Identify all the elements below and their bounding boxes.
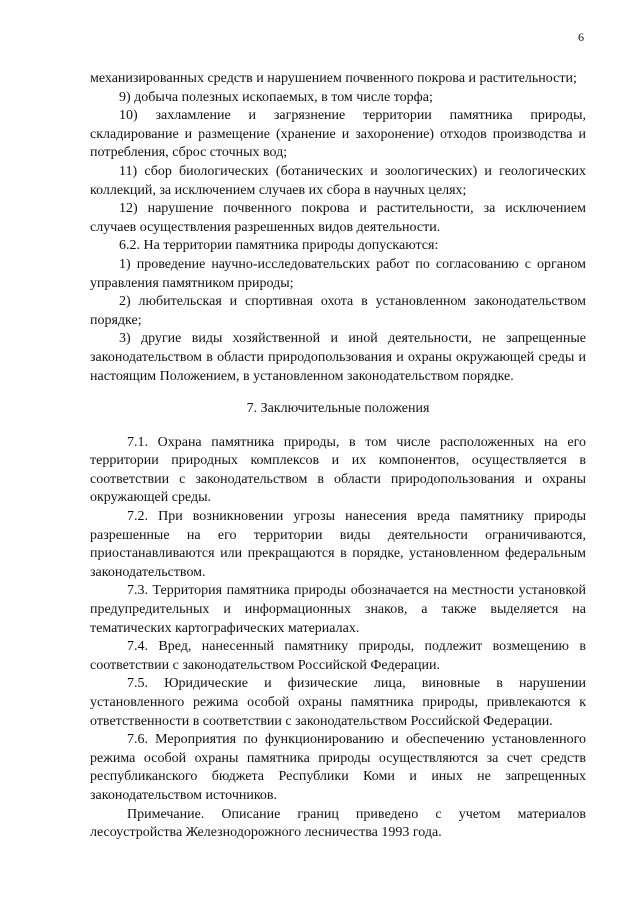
allowed-item-3: 3) другие виды хозяйственной и иной деятельности, не запрещенные законодательством в области природопользования и охраны окружающей среды и настоящим Положением, в установленном законодательством порядке.: [90, 331, 586, 384]
clause-7-3: 7.3. Территория памятника природы обозначается на местности установкой предупредительных и информационных знаков, а также выделяется на тематических картографических материалах.: [90, 583, 586, 636]
page-number: 6: [578, 30, 584, 44]
section-title: 7. Заключительные положения: [246, 401, 430, 417]
clause-6-2: 6.2. На территории памятника природы допускаются:: [119, 238, 439, 254]
allowed-item-2: 2) любительская и спортивная охота в установленном законодательством порядке;: [90, 294, 586, 328]
paragraph-continuation: механизированных средств и нарушением почвенного покрова и растительности;: [90, 71, 577, 86]
list-item-10: 10) захламление и загрязнение территории памятника природы, складирование и размещение (хранение и захоронение) отходов производства и потребления, сброс сточных вод;: [90, 108, 586, 161]
clause-7-5: 7.5. Юридические и физические лица, виновные в нарушении установленного режима особой охраны памятника природы, привлекаются к ответственности в соответствии с законодательством Российской Федерации.: [90, 676, 586, 729]
document-body: [90, 70, 586, 843]
list-item-11: 11) сбор биологических (ботанических и зоологических) и геологических коллекций, за исключением случаев их сбора в научных целях;: [90, 163, 586, 198]
allowed-item-1: 1) проведение научно-исследовательских работ по согласованию с органом управления памятником природы;: [90, 256, 586, 291]
clause-7-4: 7.4. Вред, нанесенный памятнику природы, подлежит возмещению в соответствии с законодательством Российской Федерации.: [90, 639, 586, 673]
clause-7-2: 7.2. При возникновении угрозы нанесения вреда памятнику природы разрешенные на его территории виды деятельности ограничиваются, приостанавливаются или прекращаются в порядке, установленном федеральным законодательством.: [90, 509, 586, 580]
clause-7-6: 7.6. Мероприятия по функционированию и обеспечению установленного режима особой охраны памятника природы осуществляются за счет средств республиканского бюджета Республики Коми и иных не запрещенных законодательством источников.: [90, 732, 586, 803]
list-item-12: 12) нарушение почвенного покрова и растительности, за исключением случаев осуществления разрешенных видов деятельности.: [90, 201, 586, 235]
list-item-9: 9) добыча полезных ископаемых, в том числе торфа;: [119, 89, 433, 105]
clause-7-1: 7.1. Охрана памятника природы, в том числе расположенных на его территории природных комплексов и их компонентов, осуществляется в соответствии с законодательством в области природопользования и охраны окружающей среды.: [90, 434, 586, 506]
note-paragraph: Примечание. Описание границ приведено с учетом материалов лесоустройства Железнодорожного лесничества 1993 года.: [90, 806, 586, 841]
